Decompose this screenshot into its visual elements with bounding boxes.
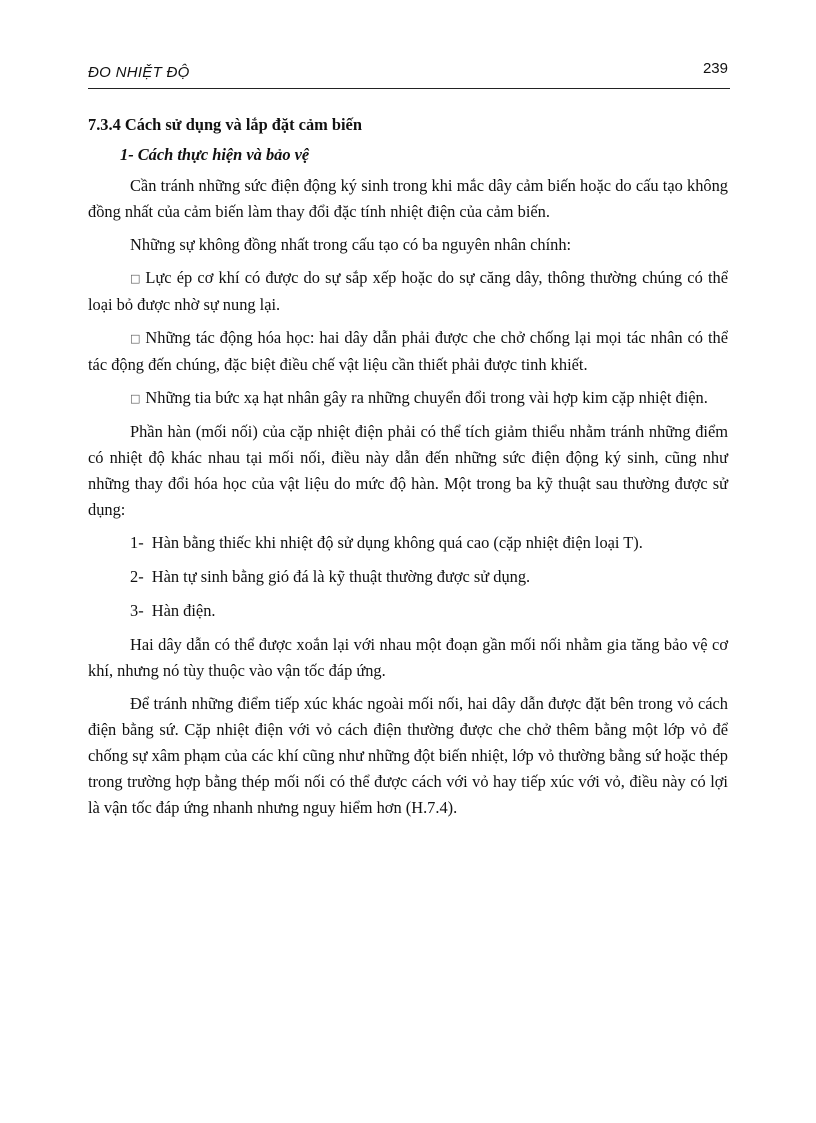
paragraph-junction: Phần hàn (mối nối) của cặp nhiệt điện phải có thể tích giảm thiểu nhằm tránh những điểm có nhiệt độ khác nhau tại mối nối, điều này dẫn đến những sức điện động ký sinh, cũng như những thay đổi hóa học của vật liệu do mức độ hàn. Một trong ba kỹ thuật sau thường được sử dụng: — [88, 422, 728, 519]
method-number: 3- — [130, 601, 144, 620]
bullet-box-icon: □ — [130, 332, 141, 345]
cause-item-text: Những tác động hóa học: hai dây dẫn phải được che chở chống lại mọi tác nhân có thể tác động đến chúng, đặc biệt điều chế vật liệu cần thiết phải được tinh khiết. — [88, 328, 728, 374]
bullet-box-icon: □ — [130, 392, 141, 405]
method-text: Hàn điện. — [151, 601, 216, 620]
method-item — [88, 564, 728, 590]
cause-item-text: Những tia bức xạ hạt nhân gây ra những chuyển đổi trong vài hợp kim cặp nhiệt điện. — [145, 388, 708, 407]
welding-methods-list — [88, 530, 728, 624]
cause-item — [88, 265, 728, 318]
page-header — [88, 58, 730, 89]
method-number: 2- — [130, 567, 144, 586]
subsection-heading: 1- Cách thực hiện và bảo vệ — [120, 145, 310, 164]
paragraph-intro: Cần tránh những sức điện động ký sinh trong khi mắc dây cảm biến hoặc do cấu tạo không đồng nhất của cảm biến làm thay đổi đặc tính nhiệt điện của cảm biến. — [88, 176, 728, 221]
method-item — [88, 530, 728, 556]
method-text: Hàn bằng thiếc khi nhiệt độ sử dụng không quá cao (cặp nhiệt điện loại T). — [151, 533, 643, 552]
paragraph-twisting: Hai dây dẫn có thể được xoắn lại với nhau một đoạn gần mối nối nhằm gia tăng bảo vệ cơ khí, nhưng nó tùy thuộc vào vận tốc đáp ứng. — [88, 635, 728, 680]
method-text: Hàn tự sinh bằng gió đá là kỹ thuật thường được sử dụng. — [151, 567, 531, 586]
cause-item-text: Lực ép cơ khí có được do sự sắp xếp hoặc do sự căng dây, thông thường chúng có thể loại bỏ được nhờ sự nung lại. — [88, 268, 728, 314]
page-number: 239 — [702, 60, 728, 77]
method-number: 1- — [130, 533, 144, 552]
running-head-title: ĐO NHIỆT ĐỘ — [88, 64, 190, 81]
paragraph-insulation: Để tránh những điểm tiếp xúc khác ngoài mối nối, hai dây dẫn được đặt bên trong vỏ cách điện bằng sứ. Cặp nhiệt điện với vỏ cách điện thường được che chở thêm bằng một lớp vỏ để chống sự xâm phạm của các khí cũng như những đột biến nhiệt, lớp vỏ thường bằng sứ hoặc thép trong trường hợp bằng thép mối nối có thể được cách với vỏ hay tiếp xúc với vỏ, điều này có lợi là vận tốc đáp ứng nhanh nhưng nguy hiểm hơn (H.7.4). — [88, 694, 728, 817]
paragraph-causes-lead: Những sự không đồng nhất trong cấu tạo có ba nguyên nhân chính: — [130, 235, 572, 254]
bullet-box-icon: □ — [130, 272, 141, 285]
method-item — [88, 598, 728, 624]
section-heading: 7.3.4 Cách sử dụng và lắp đặt cảm biến — [88, 115, 362, 134]
cause-item — [88, 325, 728, 378]
page-body — [88, 112, 728, 828]
cause-item — [88, 385, 728, 412]
